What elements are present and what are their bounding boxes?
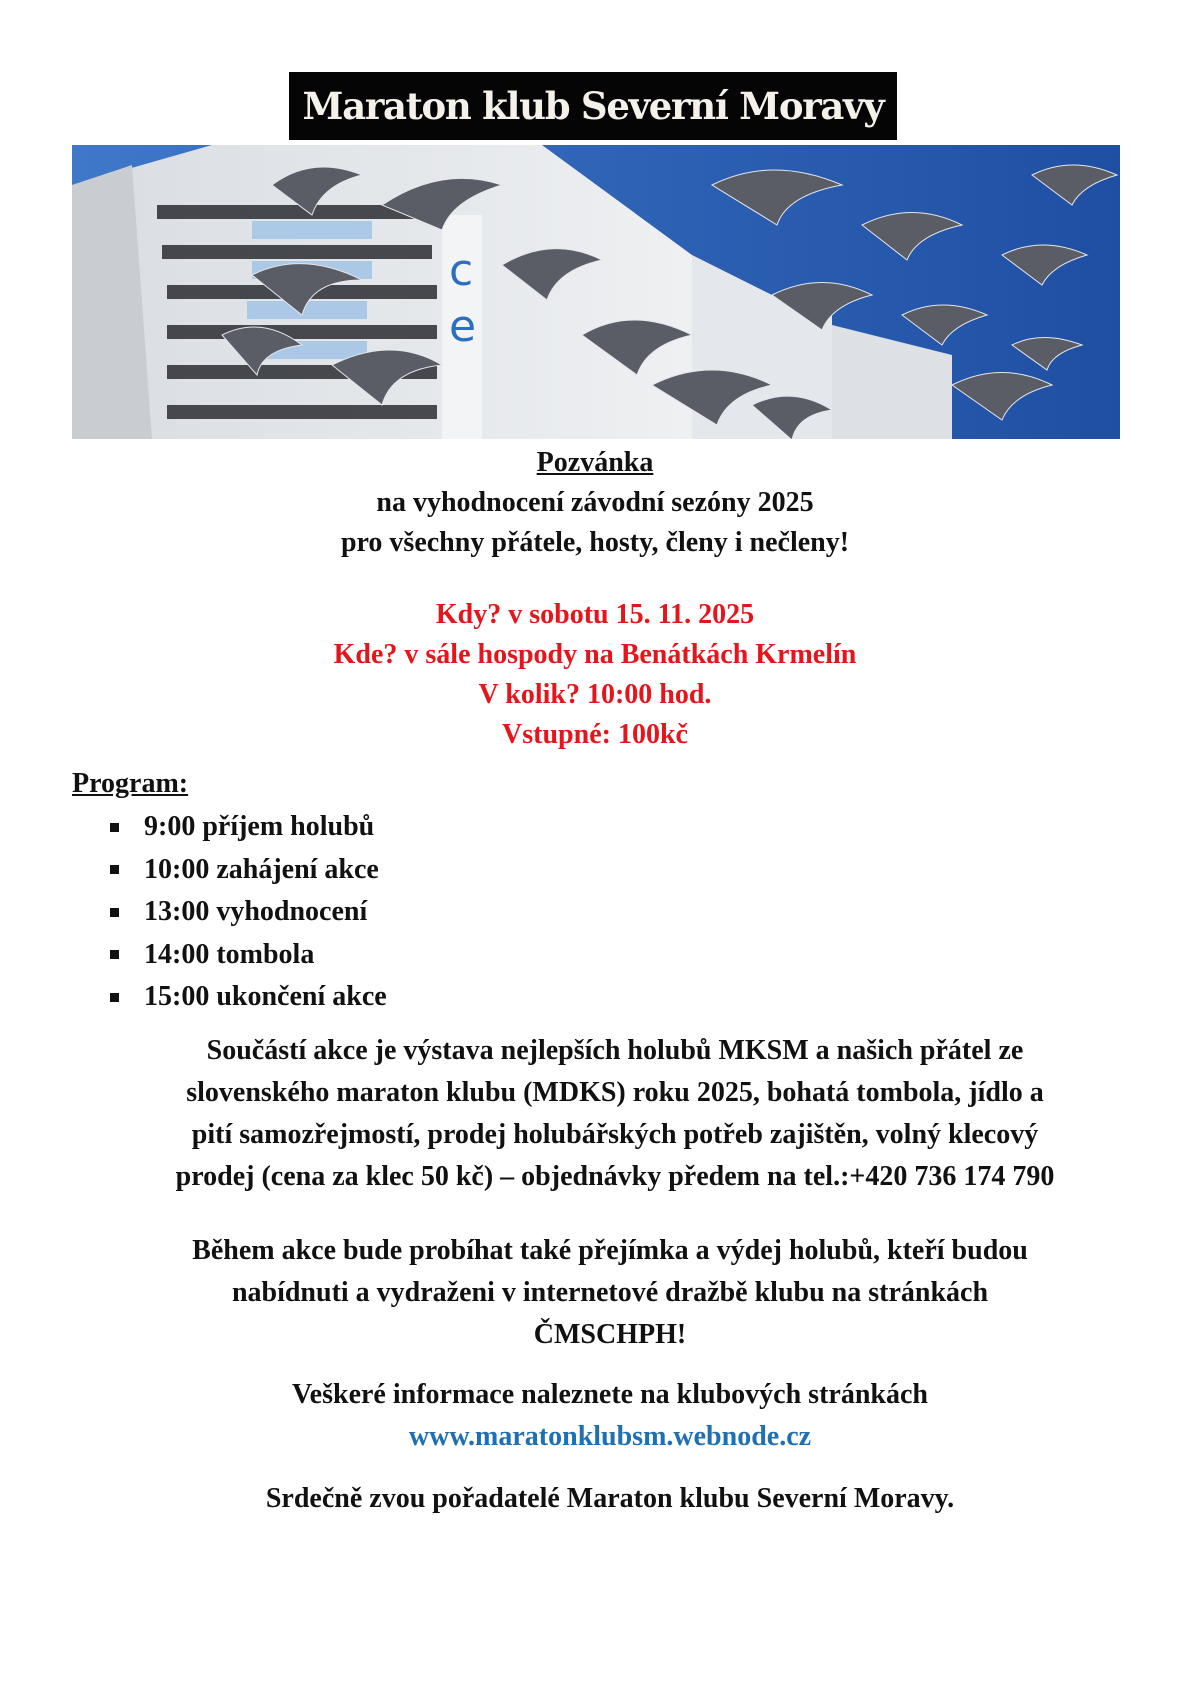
svg-text:c: c (449, 245, 474, 296)
banner-title: Maraton klub Severní Moravy (302, 84, 884, 128)
program-item (110, 934, 387, 977)
auction-paragraph (95, 1230, 1125, 1356)
exhibition-paragraph (95, 1030, 1135, 1198)
event-time: V kolik? 10:00 hod. (478, 679, 712, 710)
square-bullet-icon (110, 865, 119, 874)
square-bullet-icon (110, 908, 119, 917)
closing-line (95, 1478, 1125, 1520)
website-link[interactable]: www.maratonklubsm.webnode.cz (408, 1421, 812, 1452)
square-bullet-icon (110, 993, 119, 1002)
program-item (110, 976, 387, 1019)
square-bullet-icon (110, 823, 119, 832)
square-bullet-icon (110, 950, 119, 959)
program-item-text: 15:00 ukončení akce (144, 981, 387, 1012)
closing-text: Srdečně zvou pořadatelé Maraton klubu Severní Moravy. (265, 1483, 955, 1514)
club-banner (289, 72, 897, 140)
program-item-text: 13:00 vyhodnocení (144, 896, 368, 927)
program-item (110, 849, 387, 892)
program-item (110, 891, 387, 934)
invitation-subtitle-1: na vyhodnocení závodní sezóny 2025 (376, 487, 814, 518)
invitation-title: Pozvánka (536, 447, 654, 478)
invitation-heading (60, 443, 1130, 563)
paragraph-line: Součástí akce je výstava nejlepších holubů MKSM a našich přátel ze (206, 1035, 1024, 1066)
event-venue: Kde? v sále hospody na Benátkách Krmelín (333, 639, 857, 670)
paragraph-line: ČMSCHPH! (533, 1319, 687, 1350)
invitation-subtitle-2: pro všechny přátele, hosty, členy i nečleny! (340, 527, 850, 558)
event-fee: Vstupné: 100kč (502, 719, 688, 750)
svg-text:e: e (449, 301, 477, 352)
program-item-text: 14:00 tombola (144, 938, 315, 970)
program-heading: Program: (72, 768, 189, 799)
program-item-text: 10:00 zahájení akce (144, 853, 379, 885)
program-list (110, 806, 387, 1019)
pigeons-photo-illustration (72, 145, 1120, 439)
program-item (110, 806, 387, 849)
paragraph-line: nabídnuti a vydraženi v internetové dražbě klubu na stránkách (231, 1277, 989, 1308)
info-paragraph (95, 1374, 1125, 1458)
paragraph-line: prodej (cena za klec 50 kč) – objednávky předem na tel.:+420 736 174 790 (175, 1161, 1055, 1192)
program-item-text: 9:00 příjem holubů (144, 811, 375, 842)
event-details (60, 595, 1130, 755)
paragraph-line: slovenského maraton klubu (MDKS) roku 2025, bohatá tombola, jídlo a (186, 1077, 1044, 1108)
paragraph-line: pití samozřejmostí, prodej holubářských potřeb zajištěn, volný klecový (191, 1119, 1039, 1150)
header-photo (72, 145, 1120, 439)
event-date: Kdy? v sobotu 15. 11. 2025 (435, 599, 755, 630)
paragraph-line: Během akce bude probíhat také přejímka a výdej holubů, kteří budou (192, 1235, 1028, 1266)
info-text: Veškeré informace naleznete na klubových stránkách (292, 1379, 928, 1410)
